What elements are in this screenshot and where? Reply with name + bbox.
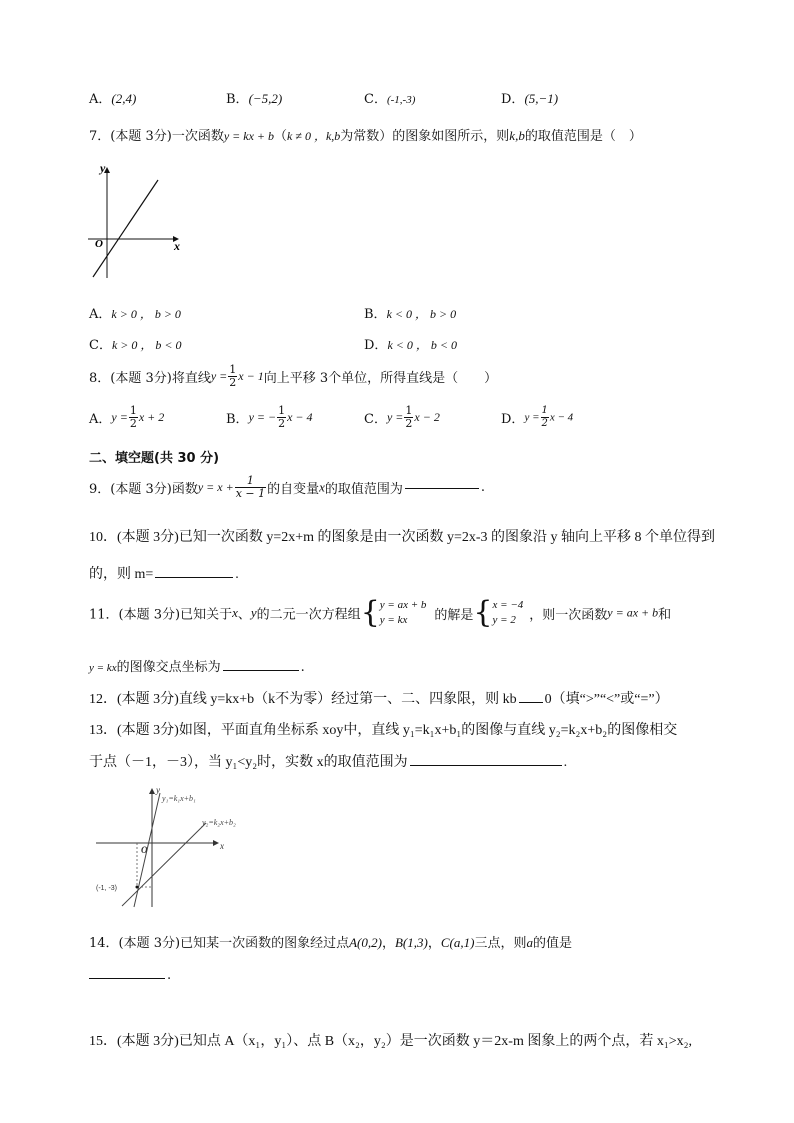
q8-option-c-pre: y =: [386, 410, 404, 424]
q12-tail: （填“>”“<”或“=”）: [551, 692, 669, 707]
q6-option-c: (-1,-3): [386, 94, 416, 106]
q14-line2: [89, 968, 171, 983]
q8-option-a-label: A．: [89, 412, 112, 427]
q10-line2-text: 的，则 m=: [89, 567, 154, 582]
q11-stem: [89, 595, 672, 630]
q8-option-b-tail: x − 4: [287, 410, 313, 424]
q6-option-c-label: C．: [364, 92, 387, 107]
q7-kb: k,b: [509, 128, 525, 143]
q8-fraction: [228, 364, 237, 389]
q8-option-c-den: 2: [405, 417, 413, 430]
q11-prefix: 11．(本题 3分)已知关于: [89, 607, 233, 623]
q11-sep: 、: [237, 607, 251, 623]
q7-graph: [86, 158, 188, 282]
q7-formula: y = kx + b: [223, 129, 275, 143]
q15-line1: 15．(本题 3分)已知点 A（x₁，y₁）、点 B（x₂，y₂）是一次函数 y＝2x-m 图象上的两个点，若 x₁>x₂,: [89, 1034, 693, 1049]
q13-origin-label: O: [141, 845, 148, 855]
q8-option-c-tail: x − 2: [414, 410, 440, 424]
q11-and: 和: [658, 607, 672, 623]
q6-option-b-wrap: [226, 88, 282, 107]
q8-option-c-label: C．: [364, 412, 387, 427]
q8-option-c-frac: [404, 405, 413, 430]
q8-stem: [89, 364, 497, 389]
q11-solution: [493, 598, 524, 628]
q11-mid: 的二元一次方程组: [256, 607, 361, 623]
q8-option-a-tail: x + 2: [138, 410, 165, 424]
q13-answer-blank[interactable]: [410, 764, 562, 766]
q8-prefix: 8．(本题 3分)将直线: [89, 371, 211, 386]
q11-system: [380, 598, 427, 628]
q8-option-d-den: 2: [541, 418, 548, 429]
q14-suffix: 三点，则: [474, 936, 527, 951]
q13-graph: [92, 783, 262, 911]
q8-option-b-frac: [277, 405, 286, 430]
q7-origin-label: O: [95, 238, 103, 250]
q8-option-c: [364, 405, 440, 430]
q12-blank-val: 0: [544, 692, 552, 707]
q10-line1: 10．(本题 3分)已知一次函数 y=2x+m 的图象是由一次函数 y=2x-3 的图象沿 y 轴向上平移 8 个单位得到: [89, 530, 716, 545]
q8-option-a-pre: y =: [111, 410, 128, 424]
q7-cond-open: （: [274, 129, 288, 144]
q8-option-b-label: B．: [226, 412, 249, 427]
q7-option-d: [364, 334, 457, 353]
q11-line2: [89, 656, 305, 675]
q10-line2: [89, 563, 239, 583]
q6-option-b-label: B．: [226, 92, 249, 107]
q14-prefix: 14．(本题 3分)已知某一次函数的图象经过点: [89, 936, 350, 951]
q8-tail: x − 1: [238, 369, 264, 383]
q6-option-d: (5,−1): [524, 91, 559, 106]
section-title: 二、填空题(共 30 分): [89, 451, 220, 466]
q10-end: .: [235, 567, 239, 582]
q6-option-d-label: D．: [501, 92, 525, 107]
q6-option-b: (−5,2): [248, 91, 283, 106]
q7-option-d-text: k < 0 ， b < 0: [387, 338, 457, 352]
q7-option-b-text: k < 0 ， b > 0: [386, 307, 457, 321]
q9-stem: [89, 475, 485, 500]
q14-point-b: B(1,3): [394, 935, 428, 950]
q8-option-b: [226, 405, 313, 430]
q8-option-b-den: 2: [278, 417, 286, 430]
q9-end: .: [480, 480, 486, 495]
q13-line1: 13．(本题 3分)如图，平面直角坐标系 xoy中，直线 y₁=k₁x+b₁的图像与直线 y₂=k₂x+b₂的图像相交: [89, 723, 678, 738]
q9-answer-blank[interactable]: [405, 487, 479, 489]
q14-var: a: [526, 935, 533, 950]
q13-y-label: y: [156, 785, 160, 795]
q6-option-c-wrap: [364, 88, 415, 107]
q7-cond-tail: 为常数）的图象如图所示，则: [340, 129, 510, 144]
q9-prefix: 9．(本题 3分)函数: [89, 482, 198, 497]
q13-intersection-point: [136, 886, 139, 889]
q7-stem: [89, 125, 642, 144]
q7-cond: k ≠ 0 ，k,b: [287, 129, 341, 143]
q7-x-label: x: [174, 239, 180, 253]
q7-option-c: [89, 334, 181, 353]
q12-answer-blank[interactable]: [519, 701, 543, 703]
q10-answer-blank[interactable]: [155, 576, 233, 578]
q14-sep1: ，: [381, 936, 395, 951]
q13-line2-text: 于点（－1，－3），当 y₁<y₂时，实数 x的取值范围为: [89, 755, 408, 770]
q8-option-d-frac: [541, 405, 549, 430]
q7-option-a-label: A．: [89, 307, 112, 322]
q14-suffix2: 的值是: [532, 936, 572, 951]
q13-point-label: (-1, -3): [96, 885, 117, 892]
q7-option-c-label: C．: [89, 338, 112, 353]
q9-formula-pre: y = x +: [197, 480, 234, 494]
q11-y: y: [250, 605, 257, 620]
q8-option-b-pre: y = −: [248, 410, 277, 424]
q11-line2-formula: y = kx: [89, 662, 117, 674]
q8-option-d-tail: x − 4: [549, 411, 574, 424]
q9-var: x: [319, 479, 325, 495]
q7-option-d-label: D．: [364, 338, 388, 353]
q9-frac-num: 1: [235, 475, 266, 488]
q14-point-a: A(0,2): [349, 935, 382, 950]
q11-end: .: [300, 660, 305, 675]
q7-option-b: [364, 303, 456, 322]
q11-sys2-eq1: x = −4: [492, 599, 524, 611]
q7-option-c-text: k > 0 ， b < 0: [111, 338, 182, 352]
q13-line1-label: y₁=k₁x+b₁: [162, 794, 196, 803]
q11-sys1-eq1: y = ax + b: [379, 599, 427, 611]
q6-options: [89, 88, 136, 107]
q9-suffix: 的取值范围为: [324, 482, 403, 497]
q8-option-d-pre: y =: [524, 411, 540, 424]
q14-point-c: C(a,1): [440, 935, 475, 950]
q6-option-a-label: A．: [89, 92, 112, 107]
q8-suffix: 向上平移 3个单位，所得直线是（ ）: [263, 371, 498, 386]
q8-option-d: [501, 405, 573, 430]
q7-option-b-label: B．: [364, 307, 387, 322]
q11-brace-2: {: [473, 595, 493, 630]
q7-y-label: y: [100, 161, 106, 175]
q8-option-b-num: 1: [278, 404, 286, 417]
q11-x: x: [232, 605, 238, 620]
q7-function-line: [93, 180, 158, 277]
q9-frac-den: x − 1: [235, 487, 266, 500]
q11-answer-blank[interactable]: [223, 669, 299, 671]
q11-brace-1: {: [360, 595, 380, 630]
q11-line2-text: 的图像交点坐标为: [116, 660, 221, 675]
q13-x-label: x: [220, 841, 224, 851]
q13-end: .: [563, 755, 568, 770]
q6-option-a: (2,4): [111, 91, 137, 106]
q13-line-y2: [122, 823, 206, 906]
q8-option-d-label: D．: [501, 412, 525, 427]
q14-sep2: ，: [427, 936, 441, 951]
q8-option-a: [89, 405, 164, 430]
q11-tail: ，则一次函数: [529, 607, 608, 623]
q7-option-a-text: k > 0 ， b > 0: [111, 307, 181, 321]
q13-line2: [89, 751, 567, 771]
q8-frac-den: 2: [229, 376, 237, 389]
q7-suffix: 的取值范围是（ ）: [524, 129, 642, 144]
q8-y-eq: y =: [210, 369, 228, 383]
q9-mid: 的自变量: [267, 482, 320, 497]
q7-prefix: 7．(本题 3分)一次函数: [89, 129, 224, 144]
q8-option-a-frac: [129, 405, 138, 430]
q8-option-c-num: 1: [405, 404, 413, 417]
q6-option-d-wrap: [501, 88, 558, 107]
q12-stem: [89, 688, 669, 708]
q8-frac-num: 1: [229, 363, 237, 376]
q11-sys1-eq2: y = kx: [379, 614, 408, 626]
q9-fraction: [235, 475, 266, 500]
q12-text: 12．(本题 3分)直线 y=kx+b（k不为零）经过第一、二、四象限，则 kb: [89, 692, 517, 707]
q11-sol-text: 的解是: [434, 607, 474, 623]
q8-option-a-num: 1: [129, 404, 137, 417]
q11-formula: y = ax + b: [607, 605, 659, 620]
q13-line2-label: y₂=k₂x+b₂: [202, 818, 236, 827]
q14-stem: [89, 932, 572, 951]
q14-answer-blank[interactable]: [89, 977, 165, 979]
q14-end: .: [167, 968, 172, 983]
q8-option-a-den: 2: [129, 417, 137, 430]
q11-sys2-eq2: y = 2: [492, 614, 516, 626]
q8-option-d-num: 1: [541, 405, 548, 416]
q7-option-a: [89, 303, 181, 322]
